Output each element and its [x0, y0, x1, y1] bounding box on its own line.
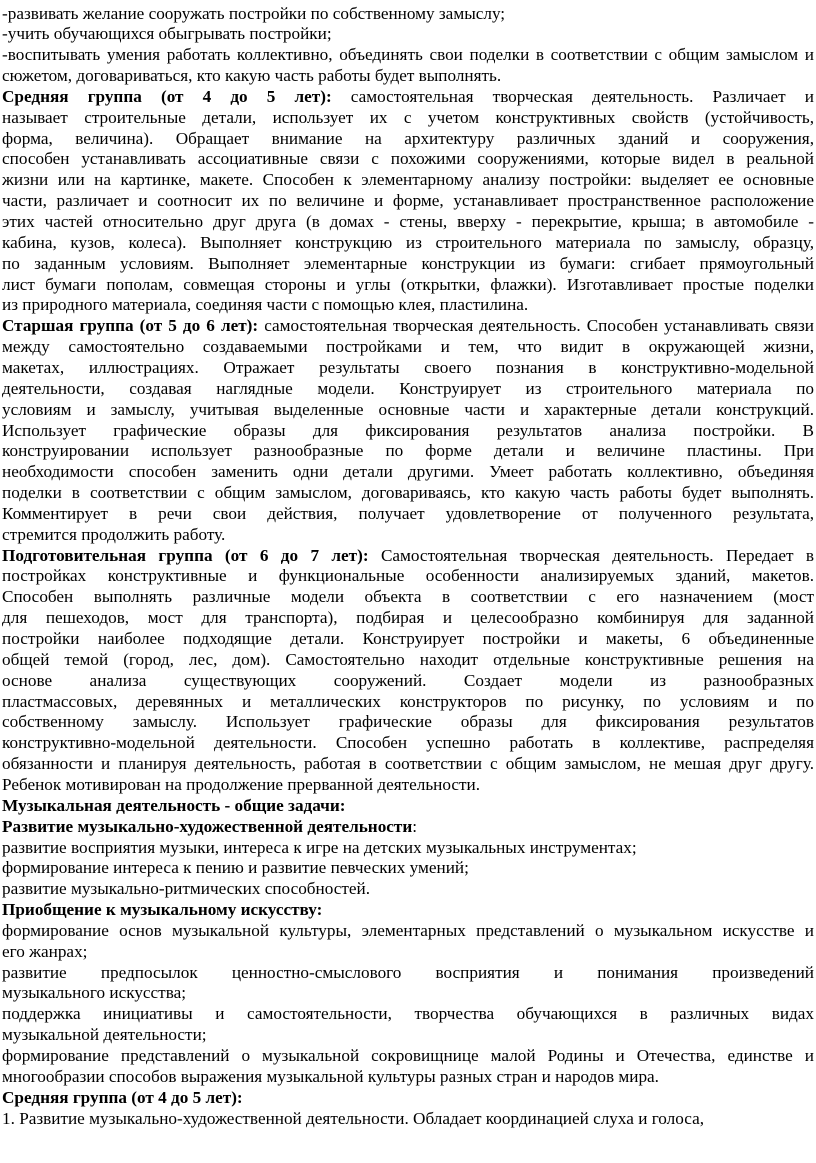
text-line	[2, 43, 814, 66]
body-text: из природного материала, соединяя части с помощью клея, пластилина.	[2, 295, 529, 315]
body-text: сюжетом, договариваться, кто какую часть работы будет выполнять.	[2, 66, 502, 86]
text-line	[2, 627, 814, 650]
body-text: конструктивно-модельной деятельности. Способен успешно работать в коллективе, распределяя	[2, 733, 814, 753]
text-line	[2, 794, 814, 817]
bold-heading-text: Старшая группа (от 5 до 6 лет):	[2, 316, 259, 336]
body-text: лист бумаги пополам, совмещая стороны и углы (открытки, флажки). Изготавливает простые поделки	[2, 274, 814, 294]
body-text: многообразии способов выражения музыкальной культуры разных стран и народов мира.	[2, 1066, 659, 1086]
body-text: самостоятельная творческая деятельность. Способен устанавливать связи	[258, 316, 814, 336]
body-text: способен устанавливать ассоциативные связи с похожими сооружениями, которые видел в реальной	[2, 149, 814, 169]
text-line	[2, 22, 814, 45]
body-text: формирование представлений о музыкальной сокровищнице малой Родины и Отечества, единстве и	[2, 1046, 814, 1065]
text-line	[2, 356, 814, 379]
body-text: развитие музыкально-ритмических способностей.	[2, 879, 371, 899]
text-line	[2, 710, 814, 733]
text-line	[2, 127, 814, 150]
body-text: этих частей относительно друг друга (в домах - стены, вверху - перекрытие, крыша; в автомобиле -	[2, 212, 814, 231]
body-text: формирование основ музыкальной культуры, элементарных представлений о музыкальном искусстве и	[2, 920, 814, 940]
body-text: называет строительные детали, использует их с учетом конструктивных свойств (устойчивость,	[2, 107, 814, 127]
body-text: самостоятельная творческая деятельность. Различает и	[331, 86, 814, 106]
body-text: условиям и замыслу, учитывая выделенные основные части и характерные детали конструкций.	[2, 399, 814, 419]
text-line	[2, 439, 814, 462]
text-line	[2, 585, 814, 608]
text-line	[2, 252, 814, 275]
text-line	[2, 606, 814, 629]
body-text: для пешеходов, мост для транспорта), подбирая и целесообразно комбинируя для заданной	[2, 608, 814, 628]
body-text: Самостоятельная творческая деятельность. Передает в	[368, 545, 814, 565]
text-line	[2, 981, 814, 1004]
body-text: стремится продолжить работу.	[2, 524, 226, 544]
text-line	[2, 377, 814, 400]
body-text: музыкальной деятельности;	[2, 1025, 207, 1045]
text-line	[2, 731, 814, 754]
text-line	[2, 64, 814, 87]
text-line	[2, 481, 814, 504]
text-line	[2, 961, 814, 984]
bold-heading-text: Музыкальная деятельность - общие задачи:	[2, 795, 346, 815]
text-line	[2, 335, 814, 358]
text-line	[2, 523, 814, 546]
text-line	[2, 1002, 814, 1025]
text-line	[2, 815, 814, 838]
text-line	[2, 210, 814, 233]
body-text: развитие восприятия музыки, интереса к игре на детских музыкальных инструментах;	[2, 837, 637, 857]
body-text: макетах, иллюстрациях. Отражает результаты своего познания в конструктивно-модельной	[2, 357, 814, 377]
text-line	[2, 293, 814, 316]
text-line	[2, 273, 814, 296]
body-text: части, различает и соотносит их по величине и форме, устанавливает пространственное расположение	[2, 191, 814, 211]
body-text: Способен выполнять различные модели объекта в соответствии с его назначением (мост	[2, 587, 814, 607]
text-line	[2, 877, 814, 900]
body-text: его жанрах;	[2, 941, 88, 961]
body-text: формирование интереса к пению и развитие певческих умений;	[2, 858, 469, 878]
text-line	[2, 752, 814, 775]
body-text: деятельности, создавая наглядные модели. Конструирует из строительного материала по	[2, 378, 814, 398]
body-text: пластмассовых, деревянных и металлических конструкторов по рисунку, по условиям и по	[2, 691, 814, 711]
body-text: форма, величина). Обращает внимание на архитектуру различных зданий и сооружения,	[2, 128, 814, 148]
text-line	[2, 564, 814, 587]
body-text: обязанности и планируя деятельность, работая в соответствии с общим замыслом, не мешая друг другу.	[2, 754, 814, 774]
body-text: поддержка инициативы и самостоятельности, творчества обучающихся в различных видах	[2, 1004, 814, 1024]
text-line	[2, 856, 814, 879]
text-line	[2, 1107, 814, 1130]
text-line	[2, 1023, 814, 1046]
bold-heading-text: Развитие музыкально-художественной деятельности	[2, 816, 413, 836]
body-text: музыкального искусства;	[2, 983, 186, 1003]
text-line	[2, 648, 814, 671]
text-line	[2, 898, 814, 921]
text-line	[2, 2, 814, 25]
text-line	[2, 502, 814, 525]
body-text: Ребенок мотивирован на продолжение прерванной деятельности.	[2, 774, 481, 794]
text-line	[2, 1086, 814, 1109]
body-text: основе анализа существующих сооружений. Создает модели из разнообразных	[2, 670, 814, 690]
body-text: кабина, кузов, колеса). Выполняет конструкцию из строительного материала по замыслу, образцу,	[2, 232, 814, 252]
text-line	[2, 231, 814, 254]
text-line	[2, 1065, 814, 1088]
body-text: Использует графические образы для фиксирования результатов анализа постройки. В	[2, 420, 814, 440]
text-line	[2, 398, 814, 421]
body-text: -учить обучающихся обыгрывать постройки;	[2, 24, 332, 44]
body-text: Комментирует в речи свои действия, получает удовлетворение от полученного результата,	[2, 503, 814, 523]
text-line	[2, 836, 814, 859]
body-text: -воспитывать умения работать коллективно, объединять свои поделки в соответствии с общим замыслом и	[2, 45, 814, 65]
text-line	[2, 106, 814, 129]
text-line	[2, 1044, 814, 1067]
body-text: по заданным условиям. Выполняет элементарные конструкции из бумаги: сгибает прямоугольный	[2, 253, 814, 273]
text-line	[2, 773, 814, 796]
text-line	[2, 544, 814, 567]
text-line	[2, 85, 814, 108]
bold-heading-text: Средняя группа (от 4 до 5 лет):	[2, 1087, 243, 1107]
body-text: общей темой (город, лес, дом). Самостоятельно находит отдельные конструктивные решения на	[2, 649, 814, 669]
body-text: :	[412, 816, 418, 836]
text-line	[2, 147, 814, 170]
body-text: конструировании использует разнообразные по форме детали и величине пластины. При	[2, 441, 814, 461]
bold-heading-text: Средняя группа (от 4 до 5 лет):	[2, 86, 332, 106]
body-text: собственному замыслу. Использует графические образы для фиксирования результатов	[2, 712, 814, 732]
text-line	[2, 919, 814, 942]
bold-heading-text: Подготовительная группа (от 6 до 7 лет):	[2, 545, 369, 565]
body-text: развитие предпосылок ценностно-смыслового восприятия и понимания произведений	[2, 962, 814, 982]
body-text: -развивать желание сооружать постройки по собственному замыслу;	[2, 3, 506, 23]
body-text: между самостоятельно создаваемыми постройками и тем, что видит в окружающей жизни,	[2, 337, 814, 357]
body-text: жизни или на картинке, макете. Способен к элементарному анализу постройки: выделяет ее основные	[2, 170, 814, 190]
body-text: постройках конструктивные и функциональные особенности анализируемых зданий, макетов.	[2, 566, 814, 586]
body-text: поделки в соответствии с общим замыслом, договариваясь, кто какую часть работы будет выполнять.	[2, 483, 814, 503]
text-line	[2, 189, 814, 212]
text-line	[2, 460, 814, 483]
text-line	[2, 940, 814, 963]
text-line	[2, 419, 814, 442]
body-text: постройки наиболее подходящие детали. Конструирует постройки и макеты, 6 объединенные	[2, 629, 814, 648]
text-line	[2, 669, 814, 692]
bold-heading-text: Приобщение к музыкальному искусству:	[2, 900, 323, 920]
text-line	[2, 690, 814, 713]
text-line	[2, 168, 814, 191]
body-text: 1. Развитие музыкально-художественной деятельности. Обладает координацией слуха и голоса,	[2, 1108, 705, 1128]
body-text: необходимости способен заменить одни детали другими. Умеет работать коллективно, объединяя	[2, 462, 814, 482]
text-line	[2, 314, 814, 337]
